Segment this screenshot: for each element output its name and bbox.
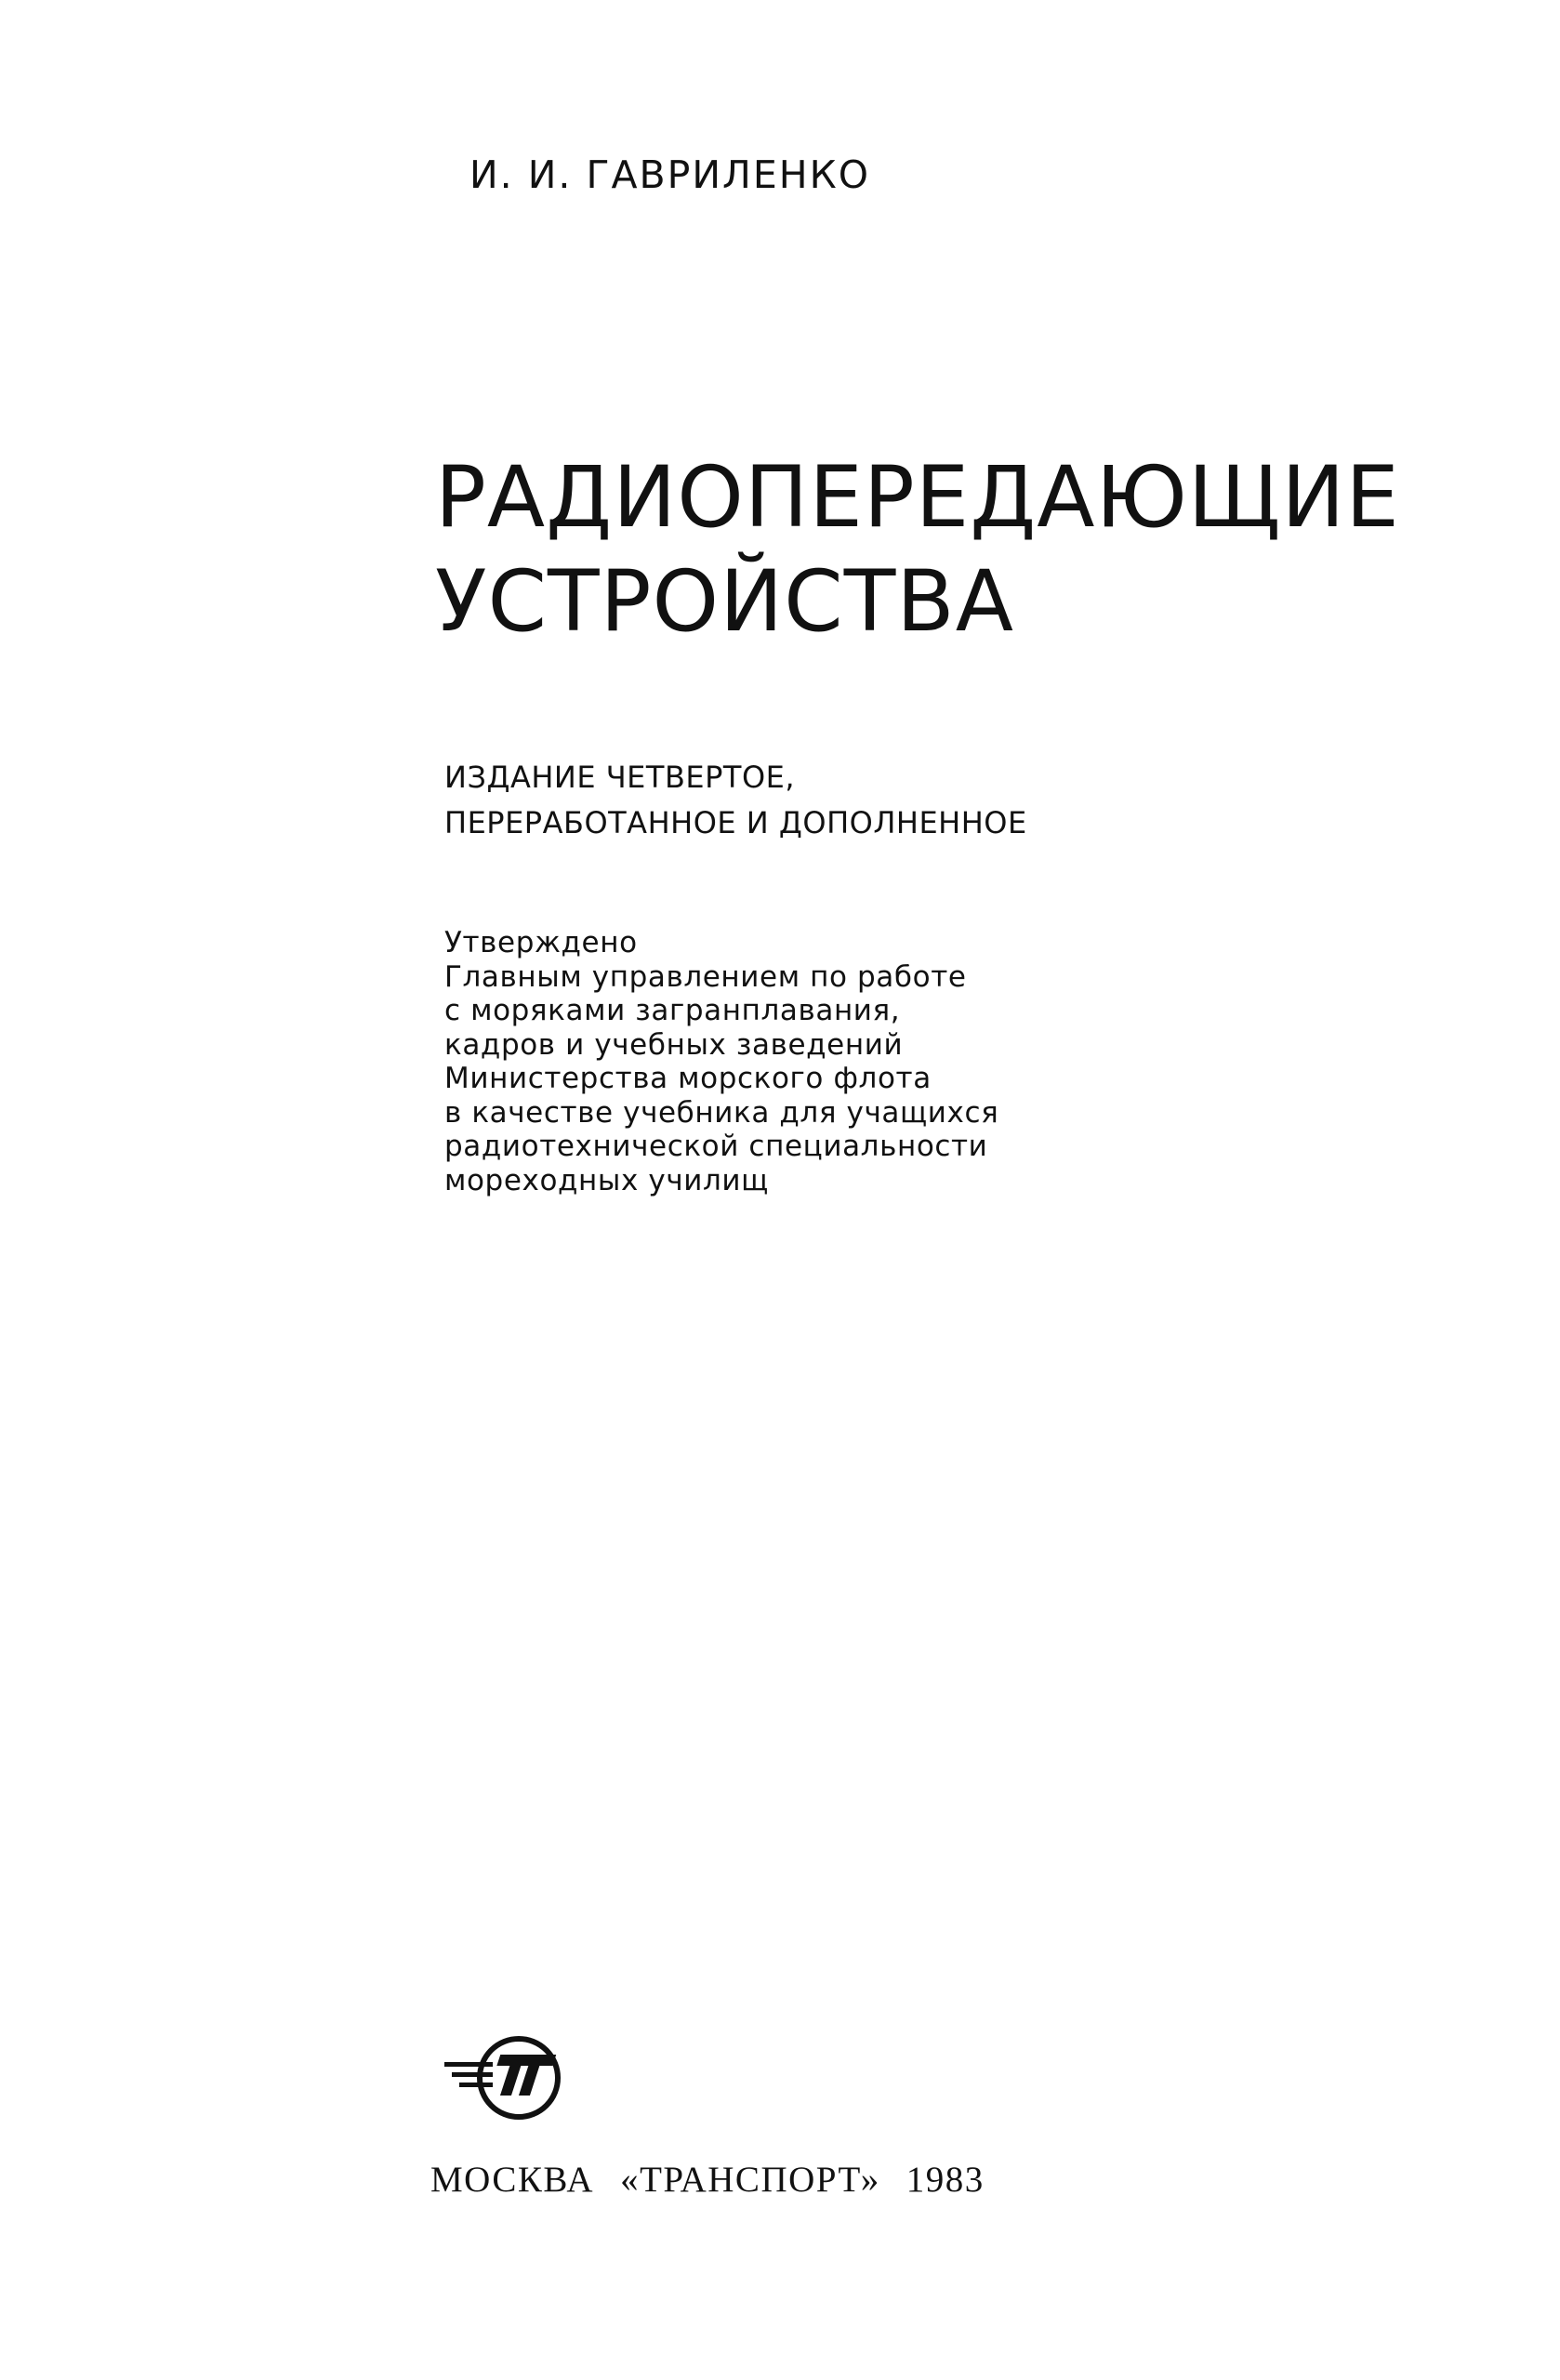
author-name: И. И. ГАВРИЛЕНКО — [469, 152, 870, 197]
book-title — [435, 446, 1400, 654]
approval-line: Утверждено — [444, 926, 638, 959]
approval-statement — [444, 926, 998, 1197]
edition-line-1: ИЗДАНИЕ ЧЕТВЕРТОЕ, — [444, 760, 796, 795]
approval-line: мореходных училищ — [444, 1163, 769, 1197]
imprint-city: МОСКВА — [430, 2160, 595, 2200]
approval-line: Главным управлением по работе — [444, 959, 967, 994]
approval-line: с моряками загранплавания, — [444, 994, 901, 1027]
approval-line: в качестве учебника для учащихся — [444, 1095, 999, 1130]
book-title-line-1: РАДИОПЕРЕДАЮЩИЕ — [435, 449, 1400, 547]
imprint-publisher: «ТРАНСПОРТ» — [620, 2160, 880, 2200]
edition-statement — [444, 755, 1027, 846]
imprint-year: 1983 — [906, 2160, 985, 2200]
transport-publisher-logo-icon — [437, 2027, 586, 2129]
imprint — [430, 2162, 985, 2198]
edition-line-2: ПЕРЕРАБОТАННОЕ И ДОПОЛНЕННОЕ — [444, 805, 1027, 840]
approval-line: радиотехнической специальности — [444, 1130, 988, 1163]
book-title-line-2: УСТРОЙСТВА — [435, 553, 1014, 651]
approval-line: Министерства морского флота — [444, 1062, 932, 1095]
approval-line: кадров и учебных заведений — [444, 1027, 904, 1062]
